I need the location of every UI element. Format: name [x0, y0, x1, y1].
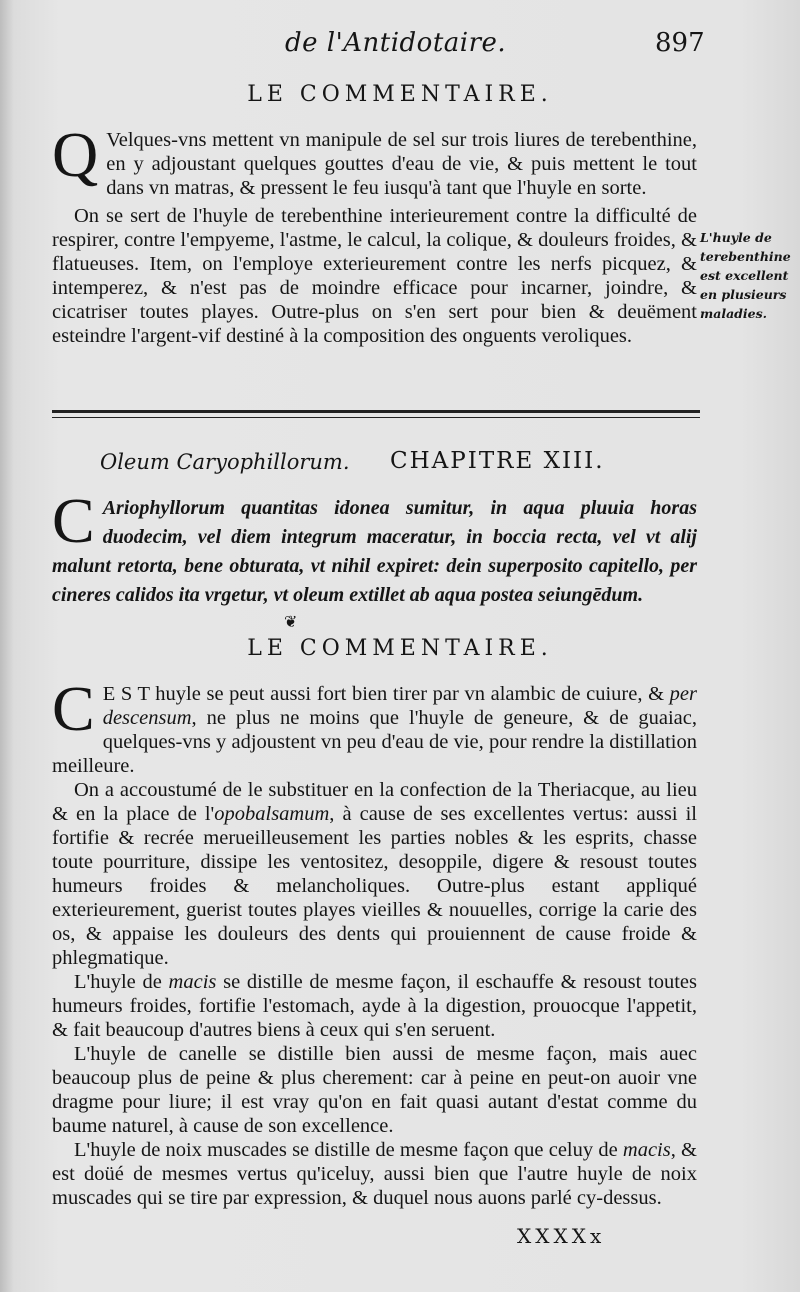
paragraph-text: E S T huyle se peut aussi fort bien tirer par vn alambic de cuiure, & — [102, 683, 670, 705]
chapter-number: CHAPITRE XIII. — [390, 448, 605, 474]
italic-term: macis — [622, 1139, 671, 1161]
paragraph-text: Velques-vns mettent vn manipule de sel sur trois liures de terebenthine, en y adjoustant quelques gouttes d'eau de vie, & puis mettent le tout dans vn matras, & pressent le feu iusqu'à tant que l'huyle en sorte. — [106, 129, 697, 199]
paragraph-text: L'huyle de noix muscades se distille de mesme façon que celuy de — [74, 1139, 623, 1161]
drop-cap: C — [52, 485, 95, 556]
paragraph — [52, 119, 697, 200]
fleuron-ornament: ❦ — [284, 612, 298, 631]
italic-term: opobalsamum — [214, 803, 330, 825]
paragraph-text: , ne plus ne moins que l'huyle de geneure, & de guaiac, quelques-vns y adjoustent vn peu d'eau de vie, pour rendre la distillation meilleure. — [52, 707, 697, 777]
running-head — [0, 28, 800, 68]
latin-recipe — [52, 485, 697, 610]
paragraph-text: , à cause de ses excellentes vertus: aussi il fortifie & recrée merueilleusement les parties nobles & les esprits, chasse toute pourriture, dissipe les ventositez, desoppile, digere & resoust toutes humeurs froides & melancholiques. Outre-plus estant appliqué exterieurement, guerist toutes playes vieilles & nouuelles, corrige la carie des os, & appaise les douleurs des dents qui prouiennent de cause froide & phlegmatique. — [52, 803, 697, 969]
divider — [52, 417, 700, 418]
paragraph-text: L'huyle de — [74, 971, 169, 993]
paragraph: L'huyle de canelle se distille bien aussi de mesme façon, mais auec beaucoup plus de peine & plus cherement: car à peine en peut-on auoir vne dragme pour liure; il est vray qu'on en fait quasi autant d'estat comme du baume naturel, à cause de son excellence. — [52, 1043, 697, 1137]
commentary-1 — [52, 119, 697, 348]
drop-cap: C — [52, 673, 95, 744]
chapter-heading — [100, 450, 660, 480]
commentary-2 — [52, 673, 698, 1210]
section-heading-2: LE COMMENTAIRE. — [247, 636, 553, 661]
italic-term: per descensum — [102, 683, 697, 729]
latin-text: Ariophyllorum quantitas idonea sumitur, in aqua pluuia horas duodecim, vel diem integrum maceratur, in boccia recta, vel vt alij malunt retorta, bene obturata, vt nihil expiret: dein superposito capitello, per cineres calidos ita vrgetur, vt oleum extillet ab aqua postea seiungēdum. — [52, 497, 697, 606]
running-title: de l'Antidotaire. — [285, 28, 507, 58]
paragraph-text: se distille de mesme façon, il eschauffe & resoust toutes humeurs froides, fortifie l'estomach, ayde à la digestion, prouocque l'appetit, & fait beaucoup d'autres biens à ceux qui s'en seruent. — [52, 971, 698, 1041]
paragraph — [52, 778, 697, 970]
drop-cap: Q — [52, 119, 99, 190]
italic-term: macis — [168, 971, 217, 993]
paragraph — [52, 673, 697, 778]
chapter-subject: Oleum Caryophillorum. — [100, 450, 350, 474]
paragraph — [52, 1138, 697, 1210]
margin-note: L'huyle de terebenthine est excellent en plusieurs maladies. — [700, 230, 791, 321]
paragraph: On se sert de l'huyle de terebenthine interieurement contre la difficulté de respirer, contre l'empyeme, l'astme, le calcul, la colique, & douleurs froides, & flatueuses. Item, on l'employe exterieurement contre les nerfs picquez, & intemperez, & n'est pas de moindre efficace pour incarner, joindre, & cicatriser toutes playes. Outre-plus on s'en sert pour bien & deuëment esteindre l'argent-vif destiné à la composition des onguents veroliques. — [52, 205, 697, 347]
paragraph-text: , & est doüé de mesmes vertus qu'iceluy, aussi bien que l'autre huyle de noix muscades qui se tire par expression, & duquel nous auons parlé cy-dessus. — [52, 1139, 697, 1209]
paragraph — [52, 970, 697, 1042]
catchword: XXXXx — [517, 1224, 606, 1248]
divider — [52, 410, 700, 413]
paragraph-text: On a accoustumé de le substituer en la confection de la Theriacque, au lieu & en la place de l' — [52, 779, 697, 825]
page-number: 897 — [655, 28, 705, 58]
section-heading-1: LE COMMENTAIRE. — [247, 82, 553, 107]
